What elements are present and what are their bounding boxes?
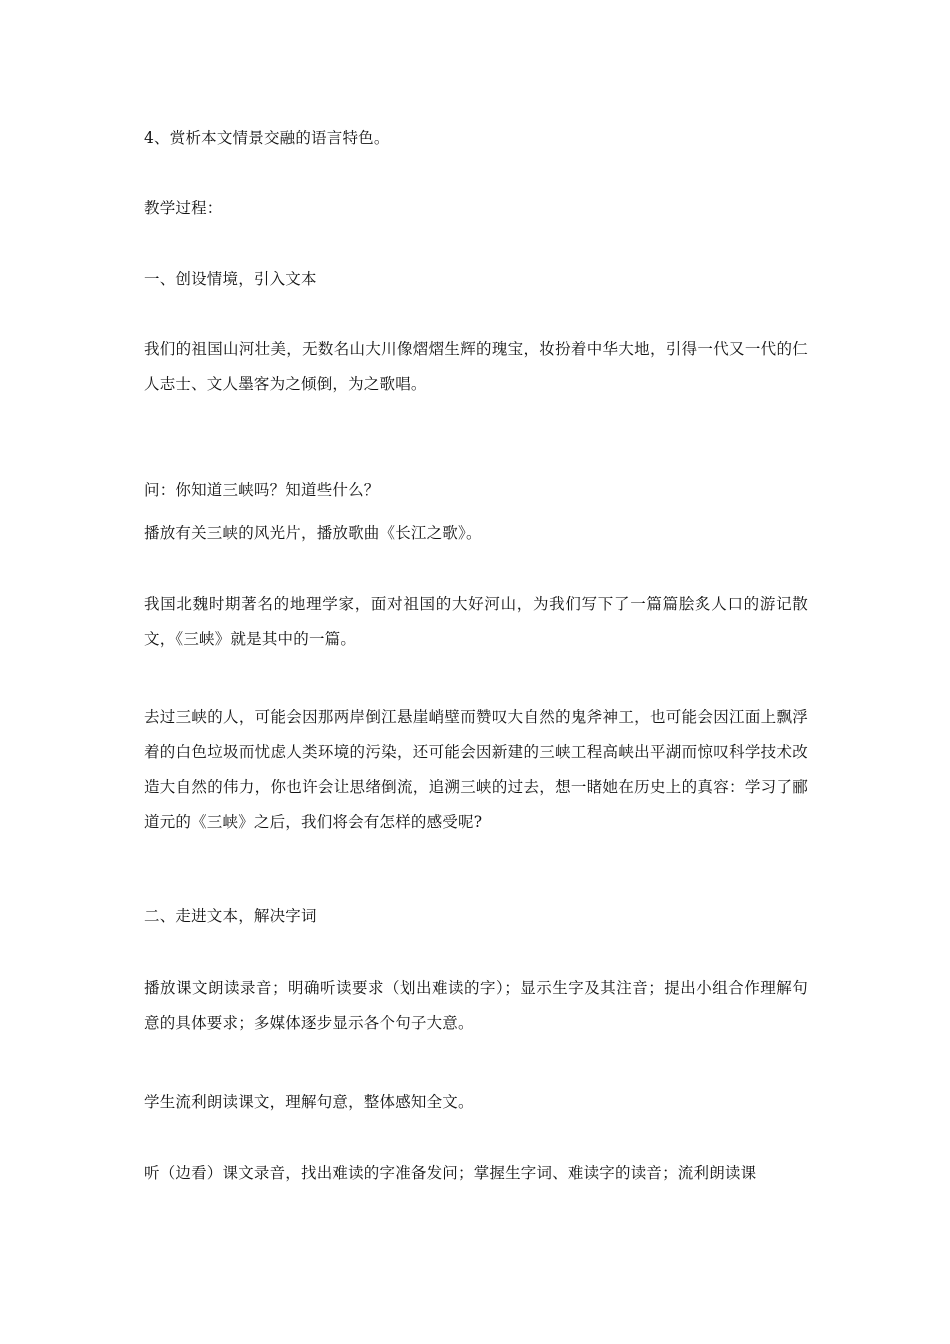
objective-4: 4、赏析本文情景交融的语言特色。 (144, 129, 390, 147)
author-paragraph: 我国北魏时期著名的地理学家，面对祖国的大好河山，为我们写下了一篇篇脍炙人口的游记散文，《三峡》就是其中的一篇。 (144, 595, 808, 648)
section-2-heading: 二、走进文本，解决字词 (144, 907, 317, 925)
listening-paragraph: 播放课文朗读录音；明确听读要求（划出难读的字）；显示生字及其注音；提出小组合作理解句意的具体要求；多媒体逐步显示各个句子大意。 (144, 979, 808, 1032)
question-paragraph: 问：你知道三峡吗？知道些什么？ (144, 481, 380, 499)
heading-teaching-process: 教学过程： (144, 199, 223, 217)
visitor-paragraph: 去过三峡的人，可能会因那两岸倒江悬崖峭壁而赞叹大自然的鬼斧神工，也可能会因江面上飘浮着的白色垃圾而忧虑人类环境的污染，还可能会因新建的三峡工程高峡出平湖而惊叹科学技术改造大自然的伟力，你也许会让思绪倒流，追溯三峡的过去，想一睹她在历史上的真容：学习了郦道元的《三峡》之后，我们将会有怎样的感受呢? (144, 708, 808, 831)
media-paragraph: 播放有关三峡的风光片，播放歌曲《长江之歌》。 (144, 524, 482, 542)
intro-paragraph: 我们的祖国山河壮美，无数名山大川像熠熠生辉的瑰宝，妆扮着中华大地，引得一代又一代的仁人志士、文人墨客为之倾倒，为之歌唱。 (144, 340, 808, 393)
section-1-heading: 一、创设情境，引入文本 (144, 270, 317, 288)
reading-paragraph: 学生流利朗读课文，理解句意，整体感知全文。 (144, 1093, 474, 1111)
listen-watch-paragraph: 听（边看）课文录音，找出难读的字准备发问；掌握生字词、难读字的读音；流利朗读课 (144, 1164, 757, 1182)
